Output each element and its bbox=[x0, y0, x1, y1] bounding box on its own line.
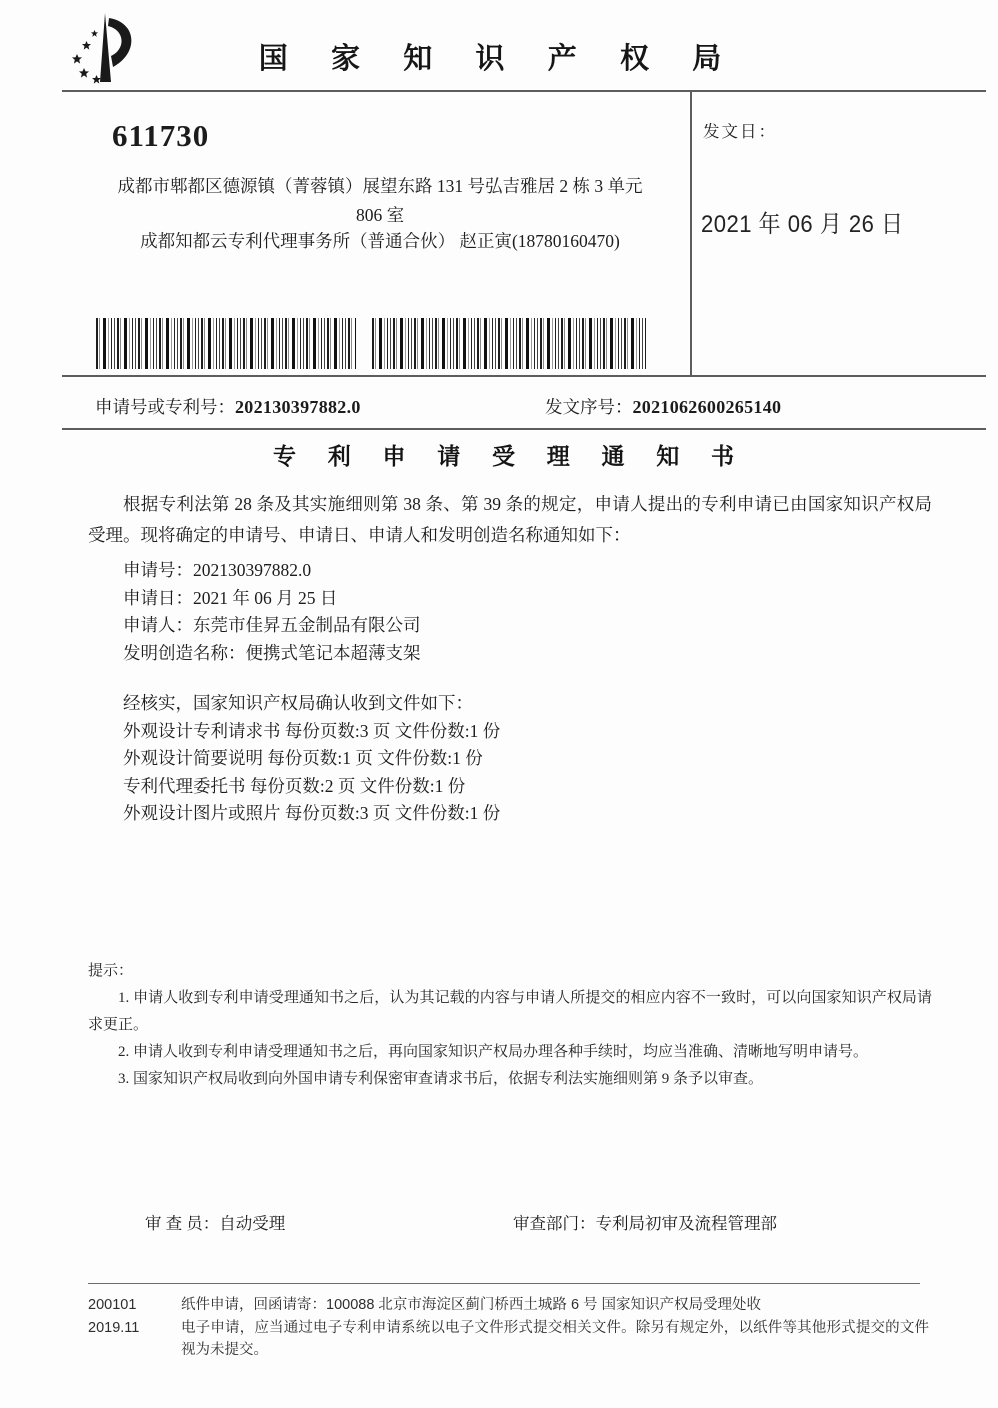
notice-body bbox=[88, 438, 932, 828]
application-number-field bbox=[95, 394, 361, 419]
recipient-agency-line: 成都知都云专利代理事务所（普通合伙） 赵正寅(18780160470) bbox=[140, 231, 620, 251]
tips-heading: 提示： bbox=[88, 963, 134, 979]
recipient-address bbox=[86, 172, 674, 230]
notice-title: 专 利 申 请 受 理 通 知 书 bbox=[273, 444, 747, 469]
barcode-application-number bbox=[96, 318, 356, 369]
field-label: 申请号： bbox=[123, 560, 193, 580]
department-field bbox=[513, 1210, 777, 1234]
barcode-serial-number bbox=[372, 318, 646, 369]
application-number-label: 申请号或专利号： bbox=[95, 397, 235, 417]
field-value: 东莞市佳昇五金制品有限公司 bbox=[193, 615, 421, 635]
header-divider bbox=[62, 90, 986, 92]
postal-code: 611730 bbox=[112, 118, 210, 153]
received-file-item: 外观设计图片或照片 每份页数:3 页 文件份数:1 份 bbox=[123, 803, 501, 823]
received-documents-section bbox=[88, 690, 932, 828]
field-value: 202130397882.0 bbox=[193, 560, 312, 580]
received-file-item: 专利代理委托书 每份页数:2 页 文件份数:1 份 bbox=[123, 775, 466, 796]
field-value: 2021 年 06 月 25 日 bbox=[193, 587, 338, 608]
serial-number-field bbox=[545, 394, 781, 419]
examiner-value: 自动受理 bbox=[219, 1214, 286, 1233]
field-applicant bbox=[88, 612, 932, 640]
serial-number-value: 2021062600265140 bbox=[632, 397, 782, 417]
dispatch-box-divider bbox=[690, 90, 692, 376]
field-label: 申请日： bbox=[123, 587, 193, 608]
department-value: 专利局初审及流程管理部 bbox=[595, 1214, 777, 1233]
notice-intro-paragraph: 根据专利法第 28 条及其实施细则第 38 条、第 39 条的规定，申请人提出的专利申请已由国家知识产权局受理。现将确定的申请号、申请日、申请人和发明创造名称通知如下： bbox=[88, 494, 932, 545]
field-label: 发明创造名称： bbox=[123, 642, 246, 663]
form-code-block bbox=[88, 1294, 139, 1340]
footer-divider bbox=[88, 1283, 920, 1284]
reference-row-divider bbox=[62, 428, 986, 430]
received-file-item: 外观设计简要说明 每份页数:1 页 文件份数:1 份 bbox=[123, 748, 483, 768]
barcode-section-divider bbox=[62, 375, 986, 377]
field-invention-title bbox=[88, 640, 932, 668]
tip-item-2: 2. 申请人收到专利申请受理通知书之后，再向国家知识产权局办理各种手续时，均应当准确、清晰地写明申请号。 bbox=[118, 1044, 869, 1060]
field-label: 申请人： bbox=[123, 615, 193, 635]
address-line-1: 成都市郫都区德源镇（菁蓉镇）展望东路 131 号弘吉雅居 2 栋 3 单元 bbox=[117, 176, 643, 196]
address-line-2: 806 室 bbox=[355, 205, 405, 225]
department-label: 审查部门： bbox=[513, 1214, 596, 1233]
footer-electronic-filing-line: 电子申请，应当通过电子专利申请系统以电子文件形式提交相关文件。除另有规定外，以纸件等其他形式提交的文件视为未提交。 bbox=[181, 1320, 929, 1358]
dispatch-date-label: 发文日： bbox=[703, 122, 777, 141]
application-number-value: 202130397882.0 bbox=[235, 397, 361, 417]
tips-section bbox=[88, 958, 932, 1093]
examiner-field bbox=[145, 1210, 285, 1234]
received-file-item: 外观设计专利请求书 每份页数:3 页 文件份数:1 份 bbox=[123, 720, 501, 741]
field-application-number bbox=[88, 557, 932, 585]
examiner-label: 审 查 员： bbox=[145, 1214, 220, 1233]
tip-item-3: 3. 国家知识产权局收到向外国申请专利保密审查请求书后，依据专利法实施细则第 9 条予以审查。 bbox=[118, 1071, 764, 1087]
field-value: 便携式笔记本超薄支架 bbox=[245, 642, 421, 663]
tip-item-1: 1. 申请人收到专利申请受理通知书之后，认为其记载的内容与申请人所提交的相应内容不一致时，可以向国家知识产权局请求更正。 bbox=[88, 990, 932, 1033]
received-intro: 经核实，国家知识产权局确认收到文件如下： bbox=[123, 693, 473, 713]
form-code: 200101 bbox=[88, 1297, 137, 1313]
serial-number-label: 发文序号： bbox=[545, 397, 633, 417]
dispatch-date-value: 2021 年 06 月 26 日 bbox=[701, 211, 904, 238]
footer-instructions bbox=[181, 1294, 929, 1362]
agency-title: 国 家 知 识 产 权 局 bbox=[258, 43, 740, 75]
footer-paper-filing-line: 纸件申请，回函请寄：100088 北京市海淀区蓟门桥西土城路 6 号 国家知识产权局受理处收 bbox=[181, 1297, 762, 1313]
form-version-date: 2019.11 bbox=[88, 1320, 140, 1336]
field-application-date bbox=[88, 585, 932, 613]
